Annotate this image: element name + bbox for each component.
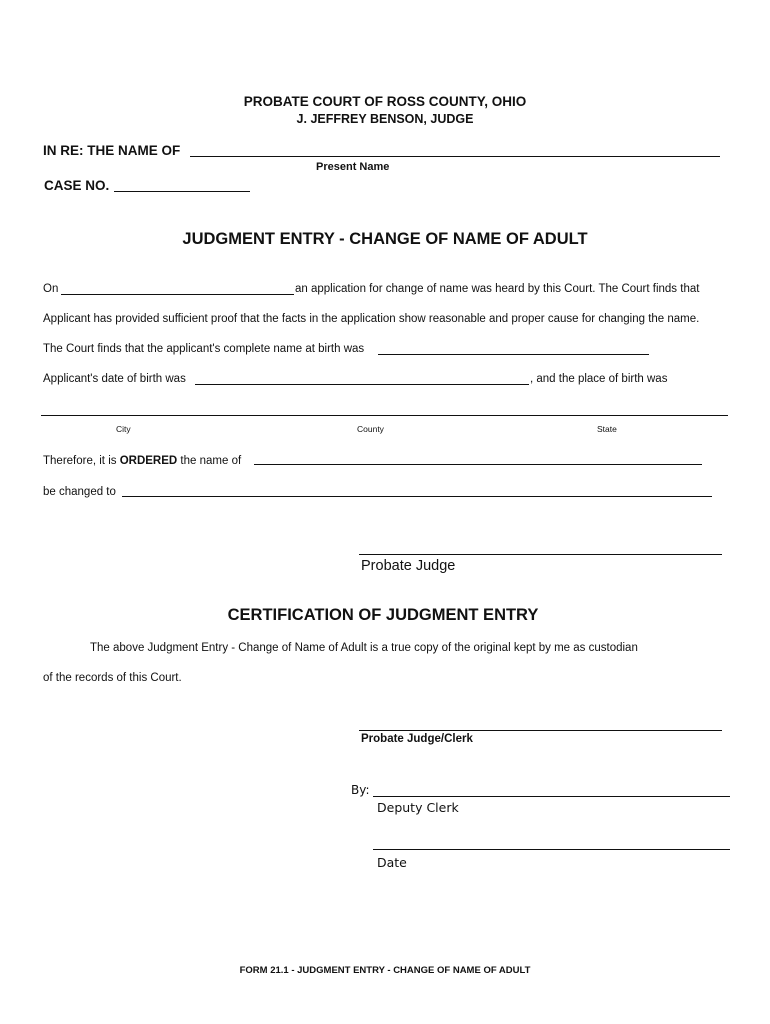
on-label: On <box>43 283 59 295</box>
judge-name: J. JEFFREY BENSON, JUDGE <box>296 112 474 126</box>
probate-judge-clerk-label: Probate Judge/Clerk <box>361 733 473 745</box>
deputy-clerk-signature-line[interactable] <box>373 796 730 797</box>
in-re-label: IN RE: THE NAME OF <box>43 143 181 158</box>
ordered-prefix: Therefore, it is <box>43 455 117 467</box>
place-of-birth-field[interactable] <box>41 415 728 416</box>
dob-field[interactable] <box>195 384 529 385</box>
form-footer: FORM 21.1 - JUDGMENT ENTRY - CHANGE OF NAME OF ADULT <box>239 965 531 976</box>
probate-judge-label: Probate Judge <box>361 558 456 574</box>
certification-text-line1: The above Judgment Entry - Change of Name of Adult is a true copy of the original kept by me as custodian <box>90 642 638 654</box>
document-title: JUDGMENT ENTRY - CHANGE OF NAME OF ADULT <box>182 230 588 248</box>
current-name-field[interactable] <box>254 464 702 465</box>
present-name-field[interactable] <box>190 156 720 157</box>
case-no-field[interactable] <box>114 191 250 192</box>
state-label: State <box>597 424 617 434</box>
birth-name-label: The Court finds that the applicant's complete name at birth was <box>43 343 365 355</box>
ordered-sentence <box>43 455 241 467</box>
date-label: Date <box>377 855 407 870</box>
clerk-signature-line[interactable] <box>359 730 722 731</box>
ordered-suffix: the name of <box>180 455 242 467</box>
certification-text-line2: of the records of this Court. <box>43 672 182 684</box>
birth-name-field[interactable] <box>378 354 649 355</box>
dob-label: Applicant's date of birth was <box>43 373 186 385</box>
certification-title: CERTIFICATION OF JUDGMENT ENTRY <box>227 606 539 624</box>
new-name-field[interactable] <box>122 496 712 497</box>
hearing-date-field[interactable] <box>61 294 294 295</box>
dob-rest-text: , and the place of birth was <box>530 373 668 385</box>
by-label: By: <box>351 783 370 797</box>
present-name-label: Present Name <box>316 161 390 173</box>
finding-paragraph: Applicant has provided sufficient proof that the facts in the application show reasonable and proper cause for changing the name. <box>43 313 700 325</box>
date-signature-line[interactable] <box>373 849 730 850</box>
on-rest-text: an application for change of name was heard by this Court. The Court finds that <box>295 283 700 295</box>
deputy-clerk-label: Deputy Clerk <box>377 800 459 815</box>
court-name: PROBATE COURT OF ROSS COUNTY, OHIO <box>243 94 527 109</box>
case-no-label: CASE NO. <box>44 178 110 193</box>
ordered-word: ORDERED <box>119 455 178 467</box>
changed-to-label: be changed to <box>43 486 116 498</box>
judge-signature-line[interactable] <box>359 554 722 555</box>
city-label: City <box>116 424 131 434</box>
county-label: County <box>357 424 384 434</box>
